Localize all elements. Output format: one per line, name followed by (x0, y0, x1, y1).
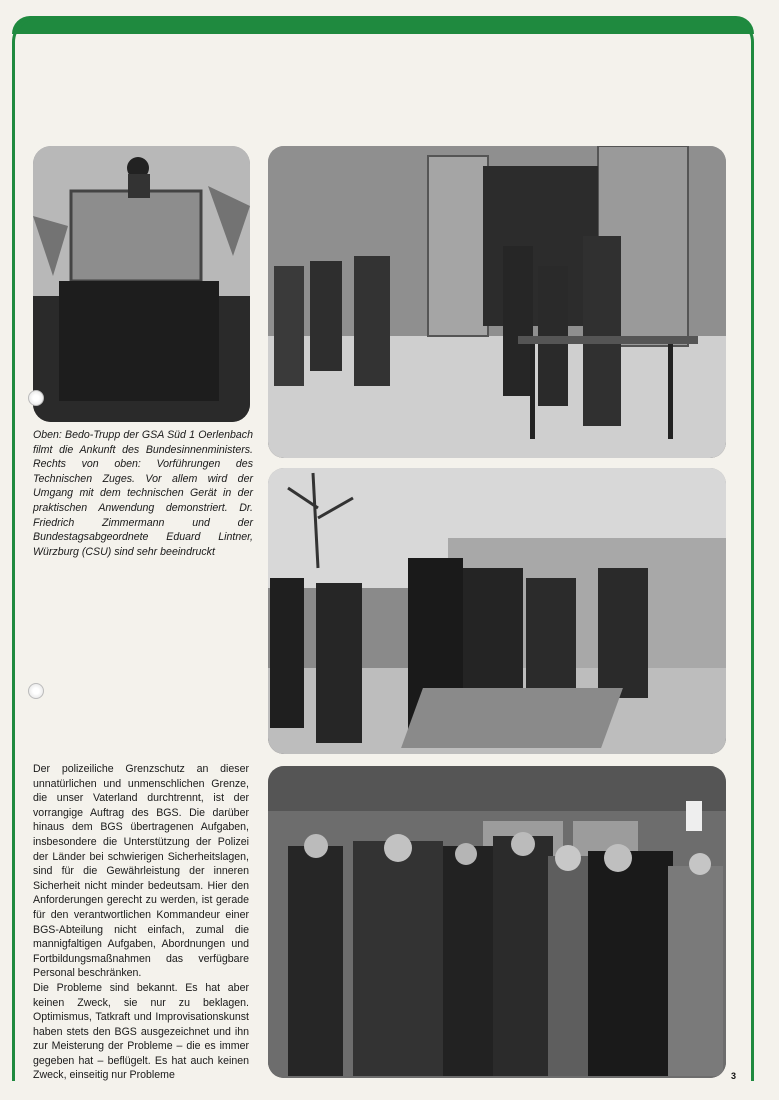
registration-mark (28, 683, 44, 699)
page-number: 3 (731, 1071, 737, 1081)
photo-officials-viewing-equipment (268, 468, 726, 754)
article-paragraph: Der polizeiliche Grenzschutz an dieser unnatürlichen und unmenschlichen Grenze, die unser Vaterland durchtrennt, ist der vorrangige Auftrag des BGS. Die darüber hinaus dem BGS übertragenen Aufgaben, insbesondere die Unterstützung der Polizei der Länder bei schwierigen Sicherheitslagen, sind für die Gewährleistung der inneren Sicherheit nicht minder bedeutsam. Hier den Anforderungen gerecht zu werden, ist gerade für den verantwortlichen Kommandeur einer BGS-Abteilung nicht einfach, zumal die mannigfaltigen Aufgaben, Abordnungen und Fortbildungsmaßnahmen das verfügbare Personal beschränken. (33, 763, 249, 980)
article-body (33, 762, 249, 1083)
photo-garage-demonstration (268, 146, 726, 458)
photo-camera-crew (33, 146, 250, 422)
photo-group-portrait (268, 766, 726, 1078)
article-paragraph: Die Probleme sind bekannt. Es hat aber keinen Zweck, sie nur zu beklagen. Optimismus, Tatkraft und Improvisationskunst haben stets den BGS ausgezeichnet und ihn zur Meisterung der Probleme – die es immer gegeben hat – beflügelt. Es hat auch keinen Zweck, einseitig nur Probleme (33, 981, 249, 1082)
photo-caption: Oben: Bedo-Trupp der GSA Süd 1 Oerlenbach filmt die Ankunft des Bundesinnenministers. Rechts von oben: Vorführungen des Technischen Zuges. Vor allem wird der Umgang mit dem technischen Gerät in der praktischen Anwendung demonstriert. Dr. Friedrich Zimmermann und der Bundestagsabgeordnete Eduard Lintner, Würzburg (CSU) sind sehr beeindruckt (33, 429, 253, 558)
registration-mark (28, 390, 44, 406)
